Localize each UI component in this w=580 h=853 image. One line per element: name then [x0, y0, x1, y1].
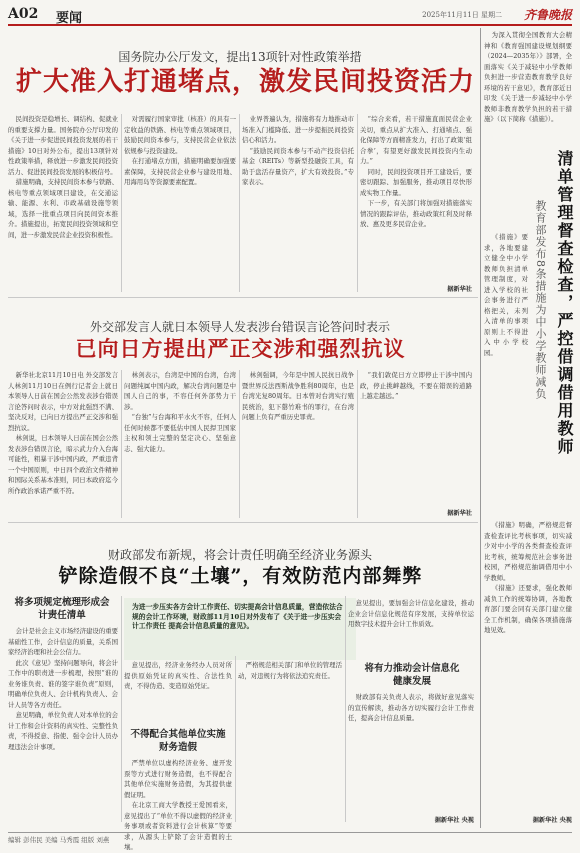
page-masthead — [8, 6, 572, 26]
story3-column-1 — [8, 626, 118, 822]
story1-paragraph: 同时，民间投资项目开工建设后，要密切跟踪、加强服务，推动项目尽快形成实物工作量。 — [360, 167, 472, 197]
section-divider — [8, 522, 478, 523]
story3-kicker: 财政部发布新规，将会计责任明确至经济业务源头 — [107, 548, 372, 562]
story2-paragraph: 林剑表示，台湾是中国的台湾，台湾问题纯属中国内政，解决台湾问题是中国人自己的事，不容任何外部势力干涉。 — [124, 371, 236, 411]
sidebar-title: 清单管理督查检查，严控借调借用教师 — [555, 150, 574, 456]
sidebar-column-bottom — [484, 520, 572, 812]
story3-column-4-top — [348, 598, 474, 658]
story2-headline: 已向日方提出严正交涉和强烈抗议 — [75, 336, 406, 361]
story3-paragraph: 意见明确，单位负责人对本单位的会计工作和会计资料的真实性、完整性负责，不得授意、指使、强令会计人员办理违法会计事项。 — [8, 711, 118, 751]
story1-paragraph: 业界普遍认为，措施将有力地推动市场准入门槛降低、进一步提振民间投资信心和活力。 — [242, 115, 354, 144]
column-divider — [357, 370, 358, 518]
story2-column-2 — [124, 370, 236, 518]
story1-paragraph: 民间投资是稳增长、调结构、促就业的重要支撑力量。国务院办公厅印发的《关于进一步促进民间投资发展的若干措施》10日对外公布，提出13项针对性政策举措，释放进一步激发民间投资活力、促进民间投资发展的积极信号。 — [8, 115, 118, 176]
story1-column-3 — [242, 114, 354, 292]
story3-column-3 — [238, 660, 342, 822]
story2-paragraph: 林剑强调，今年是中国人民抗日战争暨世界反法西斯战争胜利80周年，也是台湾光复80周年。日本曾对台湾实行殖民统治，犯下罄竹难书的罪行，在台湾问题上负有严重历史罪责。 — [242, 371, 354, 421]
story3-subhead-3: 将有力推动会计信息化健康发展 — [364, 663, 460, 687]
story1-credit: 据新华社 — [447, 286, 472, 293]
story1-column-1 — [8, 114, 118, 292]
sidebar-paragraph: 《措施》要求，各地要建立健全中小学教师负担清单管理制度，对进入学校的社会事务进行严格把关，未列入清单的事项原则上不得进入中小学校园。 — [484, 233, 528, 357]
column-divider — [121, 114, 122, 292]
story2-paragraph: 新华社北京11月10日电 外交部发言人林剑11月10日在例行记者会上就日本领导人日前在国会公然发表涉台错误言论答问时表示，中方对此强烈不满、坚决反对，已向日方提出严正交涉和强烈抗议。 — [8, 371, 118, 432]
story3-paragraph: 意见提出，要加强会计信息化建设，推动企业会计信息化规范有序发展，支持单位运用数字技术提升会计工作质效。 — [348, 599, 474, 628]
story1-column-2 — [124, 114, 236, 292]
story3-column-2-top — [124, 660, 232, 724]
story2-column-3 — [242, 370, 354, 518]
sidebar-subtitle: 教育部发布8条措施为中小学教师减负 — [534, 200, 547, 400]
story1-paragraph: 下一步，有关部门将加强对措施落实情况的跟踪评估，推动政策红利及时释放、惠及更多民营企业。 — [360, 199, 472, 228]
story1-headline: 扩大准入打通堵点，激发民间投资活力 — [15, 67, 475, 97]
story3-credit: 据新华社 央视 — [434, 817, 474, 824]
story3-paragraph: 此次《意见》坚持问题导向，将会计工作中的职责进一步梳理，按照“谁的业务谁负责、谁的签字谁负责”原则，明确单位负责人、会计机构负责人、会计人员等各方责任。 — [8, 658, 118, 709]
story2-credit: 据新华社 — [447, 510, 472, 517]
column-divider — [121, 596, 122, 822]
story3-paragraph: 会计是社会主义市场经济建设的重要基础性工作，会计信息的质量，关系国家经济治理和社会公信力。 — [8, 627, 118, 656]
story2-paragraph: “台独”与台海和平水火不容，任何人任何时候都不要低估中国人民捍卫国家主权和领土完整的坚定决心、坚强意志、强大能力。 — [124, 413, 236, 453]
sidebar-column — [484, 232, 528, 512]
story3-paragraph: 严格规范相关部门和单位的管理活动，对违规行为将依法追究责任。 — [238, 661, 342, 680]
column-divider — [235, 656, 236, 822]
sidebar-paragraph: 《措施》还要求，强化教师减负工作的统筹协调，各地教育部门要会同有关部门建立健全工作机制，确保各项措施落地见效。 — [484, 584, 572, 634]
column-divider — [357, 114, 358, 292]
story3-lead-quote: 为进一步压实各方会计工作责任、切实提高会计信息质量，营造依法合规的会计工作环境，财政部11月10日对外发布了《关于进一步压实会计工作责任 提高会计信息质量的意见》。 — [124, 598, 356, 660]
page-number: A02 — [8, 6, 39, 22]
story2-paragraph: “我们敦促日方立即停止干涉中国内政，停止挑衅越线，不要在错误的道路上越走越远。” — [360, 371, 472, 400]
sidebar-paragraph: 为深入贯彻全国教育大会精神和《教育强国建设规划纲要（2024—2035年）》部署，全面落实《关于减轻中小学教师负担进一步营造教育教学良好环境的若干意见》，教育部近日印发《关于进一步减轻中小学教师非教育教学负担的若干措施》（以下简称《措施》）。 — [484, 31, 572, 123]
sidebar-paragraph: 《措施》明确，严格规范督查检查评比考核事项，切实减少对中小学的各类督查检查评比考核，统筹规范社会事务进校园，严格规范抽调借用中小学教师。 — [484, 521, 572, 582]
column-divider — [239, 370, 240, 518]
column-divider — [345, 596, 346, 822]
column-divider — [239, 114, 240, 292]
story3-headline: 铲除造假不良“土壤”，有效防范内部舞弊 — [58, 565, 423, 587]
story2-paragraph: 林剑说，日本领导人日前在国会公然发表涉台错误言论，暗示武力介入台海可能性，粗暴干涉中国内政，严重违背一个中国原则，中日四个政治文件精神和国际关系基本准则，同日本政府迄今所作政治承诺严重不符。 — [8, 434, 118, 495]
story1-paragraph: “鼓励民间资本参与不动产投资信托基金（REITs）等新型投融资工具，有助于盘活存量资产，扩大有效投资。”专家表示。 — [242, 146, 354, 186]
story1-paragraph: 措施明确，支持民间资本参与铁路、核电等重点领域项目建设，在交通运输、能源、水利、市政基础设施等领域，选择一批重点项目向民间资本推介。措施提出，拓宽民间投资领域和空间，进一步激发民营企业投资积极性。 — [8, 178, 118, 239]
story1-paragraph: 对需履行国家审批（核准）的具有一定收益的铁路、核电等重点领域项目，鼓励民间资本参与，支持民营企业依法依规参与投资建设。 — [124, 115, 236, 155]
story3-paragraph: 在北京工商大学教授王爱国看来，意见提出了“单位不得以虚假的经济业务事项或者资料进行会计核算”等要求，从源头上铲除了会计造假的土壤。 — [124, 801, 232, 851]
story3-column-2-bottom — [124, 758, 232, 851]
section-name: 要闻 — [56, 11, 83, 26]
issue-date: 2025年11月11日 星期二 — [422, 11, 502, 19]
story1-paragraph: “综合来看，若干措施直面民营企业关切，重点从扩大准入、打通堵点、强化保障等方面精准发力，打出了政策‘组合拳’，有望更好激发民间投资内生动力。” — [360, 115, 472, 165]
staff-credits: 编辑 彭伟民 美编 马秀霞 组版 刘燕 — [8, 836, 110, 844]
story3-subhead-1: 将多项规定梳理形成会计责任清单 — [14, 597, 110, 621]
sidebar-divider — [480, 28, 481, 828]
newspaper-logo: 齐鲁晚报 — [523, 8, 572, 22]
page-footer — [8, 832, 572, 847]
story2-column-1 — [8, 370, 118, 518]
sidebar-credit: 据新华社 央视 — [532, 817, 572, 824]
story3-paragraph: 财政部有关负责人表示，将做好意见落实的宣传解读，推动各方切实履行会计工作责任，提高会计信息质量。 — [348, 693, 474, 722]
story2-kicker: 外交部发言人就日本领导人发表涉台错误言论答问时表示 — [89, 320, 390, 334]
story1-column-4 — [360, 114, 472, 284]
story2-column-4 — [360, 370, 472, 508]
story3-subhead-2: 不得配合其他单位实施财务造假 — [130, 729, 226, 753]
story3-column-4-bottom — [348, 692, 474, 814]
story3-paragraph: 严禁单位以虚构经济业务、虚开发票等方式进行财务造假，也不得配合其他单位实施财务造假，为其提供虚假证明。 — [124, 759, 232, 799]
story1-kicker: 国务院办公厅发文，提出13项针对性政策举措 — [118, 50, 362, 64]
section-divider — [8, 297, 478, 298]
story1-paragraph: 在打通堵点方面，措施明确要加强要素保障，支持民营企业参与建设用地、用海用岛等资源要素配置。 — [124, 157, 236, 186]
story3-paragraph: 意见提出，经济业务经办人员对所提供原始凭证的真实性、合法性负责，不得伪造、变造原始凭证。 — [124, 661, 232, 690]
column-divider — [121, 370, 122, 518]
